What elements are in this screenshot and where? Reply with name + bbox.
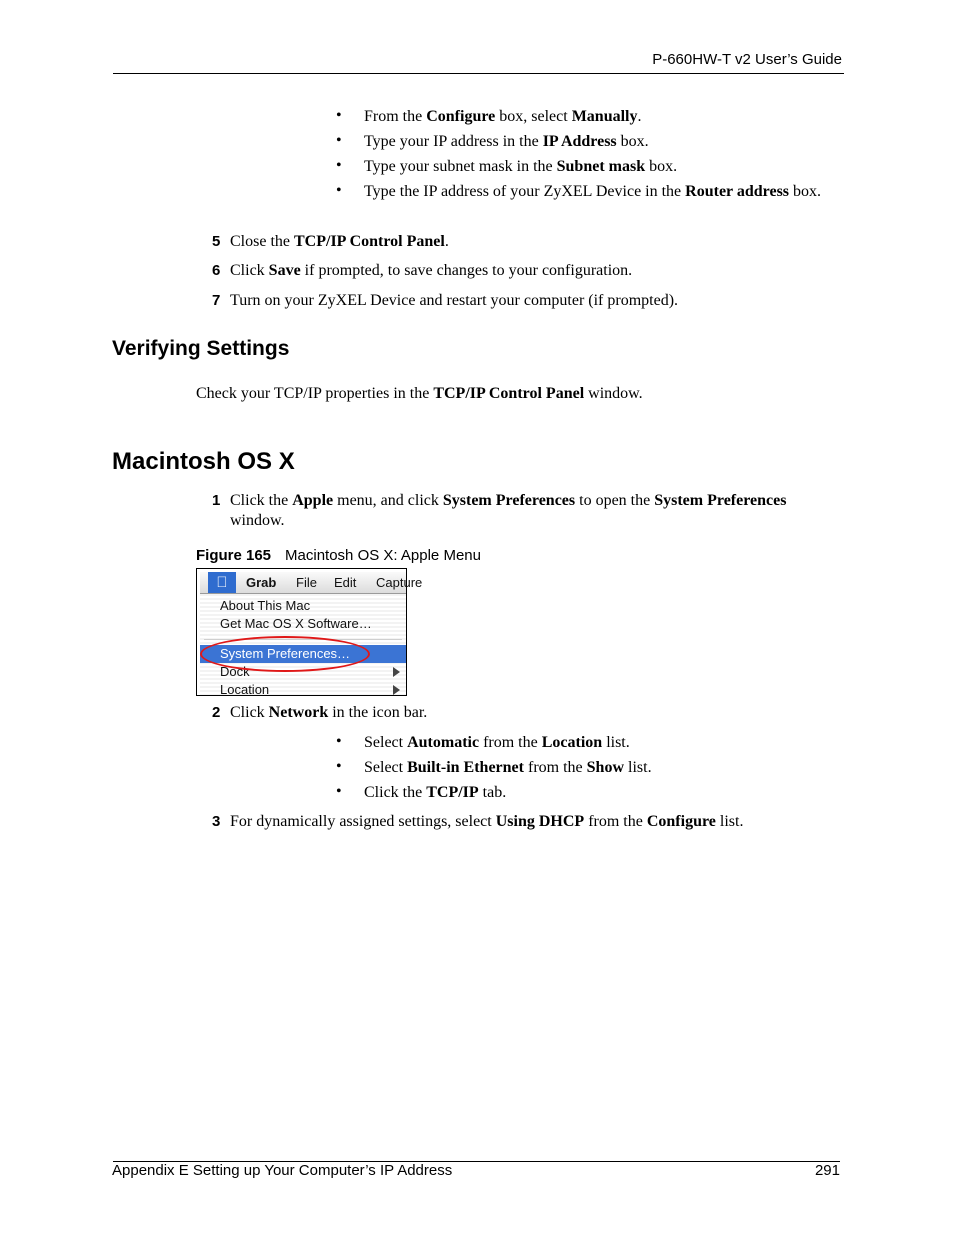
mac-menubar [200, 572, 423, 594]
step-close-control-panel: Close the TCP/IP Control Panel. [230, 233, 449, 250]
bullet-mark: • [336, 107, 342, 124]
figure-label: Figure 165 [196, 547, 272, 564]
menubar-file: File [296, 575, 317, 590]
menu-item-label: System Preferences… [220, 646, 351, 661]
step-number: 2 [212, 704, 221, 721]
bullet-subnet-mask: Type your subnet mask in the Subnet mask box. [364, 158, 678, 175]
bullet-mark: • [336, 132, 342, 149]
section-heading-verifying: Verifying Settings [112, 337, 290, 360]
step-number: 1 [212, 492, 221, 509]
menu-item-dock: Dock [220, 664, 250, 679]
step-number: 7 [212, 292, 221, 309]
step-open-system-preferences: Click the Apple menu, and click System Preferences to open the System Preferences window. [230, 492, 787, 529]
highlight-annotation-oval [200, 636, 370, 672]
verifying-paragraph: Check your TCP/IP properties in the TCP/IP Control Panel window. [196, 385, 643, 402]
section-heading-macos: Macintosh OS X [112, 448, 295, 475]
running-header: P-660HW-T v2 User’s Guide [652, 51, 842, 68]
menubar-edit: Edit [334, 575, 357, 590]
bullet-mark: • [336, 182, 342, 199]
menubar-grab: Grab [246, 575, 277, 590]
page-number: 291 [814, 1162, 840, 1179]
step-using-dhcp: For dynamically assigned settings, select Using DHCP from the Configure list. [230, 813, 744, 830]
bullet-tcpip-tab: Click the TCP/IP tab. [364, 784, 507, 801]
submenu-arrow-icon [393, 685, 400, 695]
menu-item-about-this-mac: About This Mac [220, 598, 311, 613]
menu-item-get-software: Get Mac OS X Software… [220, 616, 372, 631]
bullet-mark: • [336, 758, 342, 775]
bullet-ip-address: Type your IP address in the IP Address box. [364, 133, 649, 150]
figure-caption [196, 547, 481, 564]
footer-chapter-title: Appendix E Setting up Your Computer’s IP Address [112, 1162, 453, 1179]
step-number: 6 [212, 262, 221, 279]
bullet-mark: • [336, 157, 342, 174]
submenu-arrow-icon [393, 667, 400, 677]
bullet-location-automatic: Select Automatic from the Location list. [364, 734, 630, 751]
step-click-network: Click Network in the icon bar. [230, 704, 428, 721]
bullet-router-address: Type the IP address of your ZyXEL Device in the Router address box. [364, 183, 822, 200]
step-click-save: Click Save if prompted, to save changes to your configuration. [230, 262, 633, 279]
bullet-mark: • [336, 783, 342, 800]
step-number: 5 [212, 233, 221, 250]
menu-item-location: Location [220, 682, 270, 697]
bullet-mark: • [336, 733, 342, 750]
figure-title: Macintosh OS X: Apple Menu [285, 547, 481, 564]
bullet-show-ethernet: Select Built-in Ethernet from the Show list. [364, 759, 652, 776]
header-rule [113, 73, 844, 74]
apple-icon [208, 572, 236, 593]
menubar-capture: Capture [376, 575, 423, 590]
apple-menu-figure [196, 568, 423, 697]
step-number: 3 [212, 813, 221, 830]
step-restart: Turn on your ZyXEL Device and restart your computer (if prompted). [230, 292, 679, 309]
bullet-configure-manually: From the Configure box, select Manually. [364, 108, 642, 125]
